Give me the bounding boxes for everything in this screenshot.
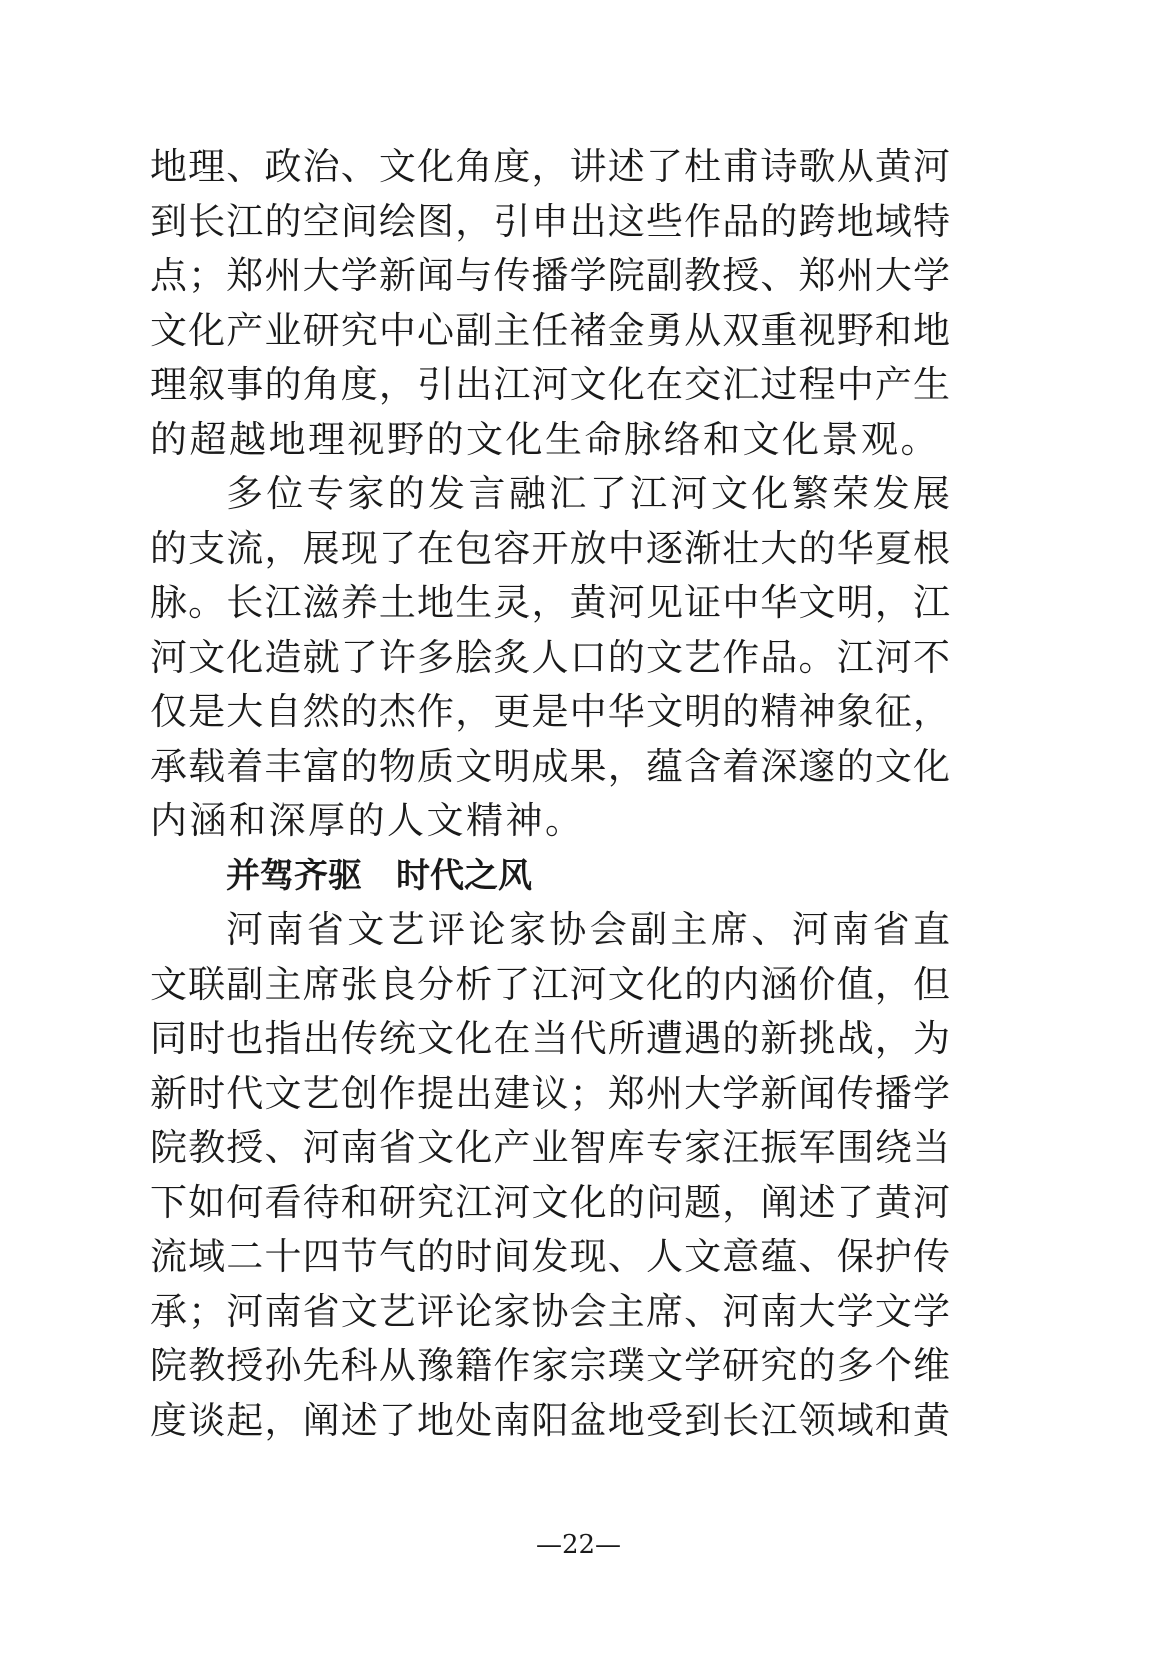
text-line: 文联副主席张良分析了江河文化的内涵价值，但 bbox=[150, 962, 950, 1006]
text-line: 理叙事的角度，引出江河文化在交汇过程中产生 bbox=[150, 363, 950, 406]
text-line: 同时也指出传统文化在当代所遭遇的新挑战，为 bbox=[150, 1017, 950, 1060]
text-line: 仅是大自然的杰作，更是中华文明的精神象征， bbox=[150, 690, 950, 733]
text-line: 承；河南省文艺评论家协会主席、河南大学文学 bbox=[150, 1289, 950, 1333]
text-line: 的支流，展现了在包容开放中逐渐壮大的华夏根 bbox=[150, 526, 950, 570]
section-heading: 并驾齐驱 时代之风 bbox=[226, 855, 532, 896]
text-line: 河文化造就了许多脍炙人口的文艺作品。江河不 bbox=[150, 635, 950, 679]
text-line: 新时代文艺创作提出建议；郑州大学新闻传播学 bbox=[150, 1071, 950, 1115]
text-line: 地理、政治、文化角度，讲述了杜甫诗歌从黄河 bbox=[150, 145, 950, 188]
text-line: 文化产业研究中心副主任褚金勇从双重视野和地 bbox=[150, 308, 950, 352]
document-page bbox=[150, 140, 950, 1448]
text-line: 点；郑州大学新闻与传播学院副教授、郑州大学 bbox=[150, 254, 950, 297]
text-line: 下如何看待和研究江河文化的问题，阐述了黄河 bbox=[150, 1180, 950, 1224]
text-line: 的超越地理视野的文化生命脉络和文化景观。 bbox=[150, 417, 940, 461]
text-line: 度谈起，阐述了地处南阳盆地受到长江领域和黄 bbox=[150, 1398, 950, 1442]
text-line: 院教授孙先科从豫籍作家宗璞文学研究的多个维 bbox=[150, 1344, 950, 1387]
text-line: 到长江的空间绘图，引申出这些作品的跨地域特 bbox=[150, 199, 950, 243]
text-line: 脉。长江滋养土地生灵，黄河见证中华文明，江 bbox=[150, 581, 950, 624]
page-number: —22— bbox=[535, 1530, 622, 1560]
paragraph-start-line: 多位专家的发言融汇了江河文化繁荣发展 bbox=[226, 472, 950, 515]
text-line: 流域二十四节气的时间发现、人文意蕴、保护传 bbox=[150, 1235, 950, 1278]
paragraph-start-line: 河南省文艺评论家协会副主席、河南省直 bbox=[226, 908, 950, 951]
text-line: 承载着丰富的物质文明成果，蕴含着深邃的文化 bbox=[150, 744, 950, 788]
text-line: 内涵和深厚的人文精神。 bbox=[150, 799, 585, 842]
text-line: 院教授、河南省文化产业智库专家汪振军围绕当 bbox=[150, 1126, 950, 1169]
